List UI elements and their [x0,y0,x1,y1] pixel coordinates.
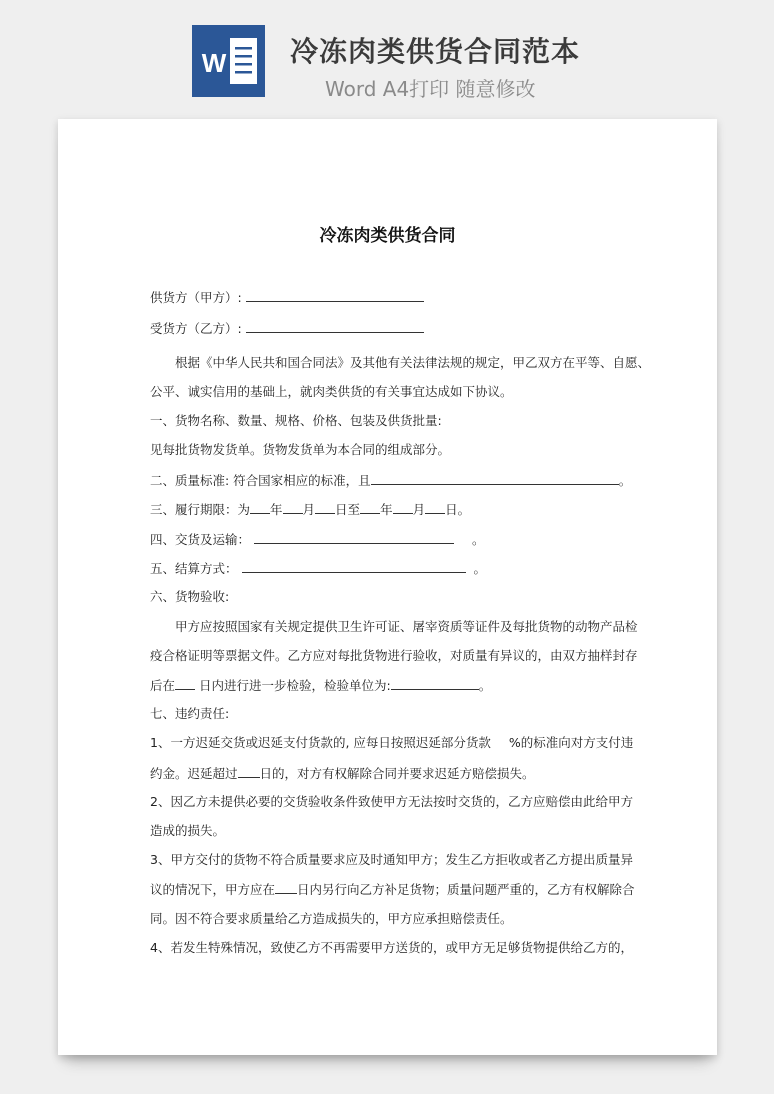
delay-days-blank[interactable] [238,765,260,778]
supplier-blank[interactable] [246,289,424,302]
doc-line-13: 疫合格证明等票据文件。乙方应对每批货物进行验收，对质量有异议的，由双方抽样封存 [150,648,638,663]
l14-start: 后在 [150,678,176,693]
month-text: 月 [302,502,316,517]
doc-line-18: 2、因乙方未提供必要的交货验收条件致使甲方无法按时交货的，乙方应赔偿由此给甲方 [150,794,633,809]
doc-line-22: 同。因不符合要求质量给乙方造成损失的，甲方应承担赔偿责任。 [150,911,513,926]
doc-line-16 [150,735,633,751]
l17-start: 约金。迟延超过 [150,766,238,781]
period-4: 。 [478,678,492,693]
doc-line-9 [150,531,485,548]
doc-line-17 [150,765,535,782]
doc-line-3: 根据《中华人民共和国合同法》及其他有关法律法规的规定，甲乙双方在平等、自愿、 [150,355,651,370]
l16-rest: %的标准向对方支付违 [508,735,634,750]
year-text-2: 年 [380,502,393,517]
day-to-text: 日至 [335,502,361,517]
doc-line-1 [150,289,424,306]
l21-rest: 日内另行向乙方补足货物；质量问题严重的，乙方有权解除合 [297,882,635,897]
settlement-blank[interactable] [242,560,466,573]
l16-start: 1、一方迟延交货或迟延支付货款的, 应每日按照迟延部分货款 [150,735,491,750]
receiver-blank[interactable] [246,320,424,333]
supplier-label: 供货方（甲方）: [150,290,242,305]
month-to-blank[interactable] [393,501,413,514]
template-title: 冷冻肉类供货合同范本 [290,35,581,68]
doc-line-19: 造成的损失。 [150,823,226,838]
doc-line-5: 一、货物名称、数量、规格、价格、包装及供货批量: [150,413,442,428]
doc-line-6: 见每批货物发货单。货物发货单为本合同的组成部分。 [150,442,451,457]
year-from-blank[interactable] [250,501,270,514]
doc-line-21 [150,881,635,898]
document-title: 冷冻肉类供货合同 [319,226,456,246]
inspection-unit-blank[interactable] [391,677,479,690]
doc-line-7 [150,472,631,489]
l17-rest: 日的，对方有权解除合同并要求迟延方赔偿损失。 [259,766,535,781]
doc-line-4: 公平、诚实信用的基础上，就肉类供货的有关事宜达成如下协议。 [150,384,513,399]
doc-line-8 [150,501,470,518]
year-to-blank[interactable] [360,501,380,514]
doc-line-23: 4、若发生特殊情况，致使乙方不再需要甲方送货的，或甲方无足够货物提供给乙方的， [150,940,633,955]
receiver-label: 受货方（乙方）: [150,321,242,336]
word-document-icon [192,25,265,97]
quality-label: 二、质量标准: 符合国家相应的标准，且 [150,473,371,488]
doc-line-2 [150,320,424,337]
day-from-blank[interactable] [315,501,335,514]
doc-line-10 [150,560,486,577]
period-2: 。 [471,532,485,547]
term-label: 三、履行期限：为 [150,502,251,517]
document-page [58,119,717,1055]
settlement-label: 五、结算方式： [150,561,238,576]
month-text-2: 月 [412,502,426,517]
supplement-days-blank[interactable] [275,881,297,894]
doc-line-12: 甲方应按照国家有关规定提供卫生许可证、屠宰资质等证件及每批货物的动物产品检 [150,619,638,634]
period-3: 。 [473,561,486,576]
l14-rest: 日内进行进一步检验，检验单位为: [195,678,391,693]
template-header [0,0,774,110]
quality-blank[interactable] [371,472,619,485]
day-end-text: 日。 [445,502,471,517]
doc-line-15: 七、违约责任: [150,706,230,721]
recheck-days-blank[interactable] [175,677,195,690]
period: 。 [618,473,632,488]
delivery-label: 四、交货及运输： [150,532,251,547]
month-from-blank[interactable] [283,501,303,514]
template-subtitle: Word A4打印 随意修改 [325,77,536,101]
day-to-blank[interactable] [425,501,445,514]
doc-line-11: 六、货物验收: [150,589,230,604]
l21-start: 议的情况下，甲方应在 [150,882,276,897]
delivery-blank[interactable] [254,531,454,544]
year-text: 年 [270,502,283,517]
doc-line-14 [150,677,491,694]
word-icon-letter: W [201,48,227,78]
doc-line-20: 3、甲方交付的货物不符合质量要求应及时通知甲方；发生乙方拒收或者乙方提出质量异 [150,852,633,867]
